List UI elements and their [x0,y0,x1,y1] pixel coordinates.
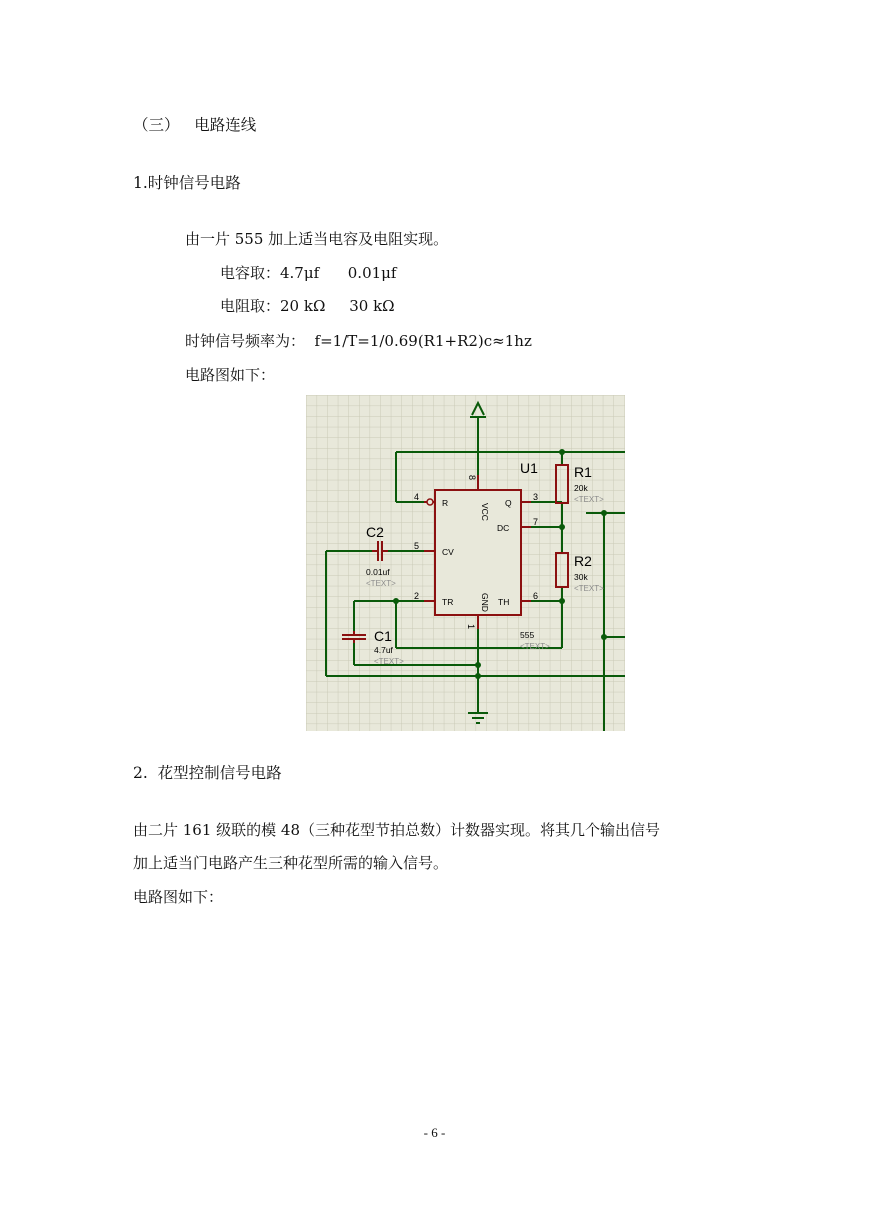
clock-diagram-caption: 电路图如下： [185,366,276,384]
pattern-description-line-2: 加上适当门电路产生三种花型所需的输入信号。 [133,854,449,872]
r1-value: 20k [574,483,588,493]
c1-value: 4.7uf [374,645,393,655]
pin-label-gnd: GND [480,593,490,612]
capacitor-values: 电容取：4.7μf 0.01μf [220,264,397,282]
c1-reference: C1 [374,628,392,644]
pin-number-5: 5 [414,541,420,551]
pin-label-dc: DC [497,523,510,533]
pin-label-th: TH [498,597,510,607]
pin-number-1: 1 [466,624,476,630]
r1-reference: R1 [574,464,592,480]
pin-number-7: 7 [533,517,539,527]
ic-555-body [424,475,531,629]
pattern-description-line-1: 由二片 161 级联的模 48（三种花型节拍总数）计数器实现。将其几个输出信号 [133,821,661,839]
pattern-diagram-caption: 电路图如下： [133,888,224,906]
section-heading: （三） 电路连线 [133,116,257,134]
r2-reference: R2 [574,553,592,569]
pattern-title: 2. 花型控制信号电路 [133,764,282,782]
resistor-values: 电阻取：20 kΩ 30 kΩ [220,297,395,315]
ic-reference: U1 [520,460,538,476]
c1-text-tag: <TEXT> [374,657,404,666]
clock-title: 1.时钟信号电路 [133,174,241,192]
clock-circuit-schematic [306,395,625,731]
clock-intro: 由一片 555 加上适当电容及电阻实现。 [185,230,449,248]
pin-label-cv: CV [442,547,454,557]
c2-text-tag: <TEXT> [366,579,396,588]
ic-type: 555 [520,630,535,640]
r2-text-tag: <TEXT> [574,584,604,593]
pin-number-4: 4 [414,492,420,502]
c2-reference: C2 [366,524,384,540]
page-number: - 6 - [423,1125,446,1140]
pin-number-6: 6 [533,591,539,601]
pin-number-3: 3 [533,492,539,502]
frequency-formula: 时钟信号频率为： f=1/T=1/0.69(R1+R2)c≈1hz [185,332,532,350]
r2-value: 30k [574,572,588,582]
pin-number-8: 8 [467,475,477,481]
pin-label-r: R [442,498,449,508]
pin-label-q: Q [505,498,512,508]
pin-label-tr: TR [442,597,454,607]
r1-text-tag: <TEXT> [574,495,604,504]
pin-number-2: 2 [414,591,420,601]
pin-label-vcc: VCC [480,503,490,521]
ic-text-tag: <TEXT> [520,642,550,651]
c2-value: 0.01uf [366,567,390,577]
